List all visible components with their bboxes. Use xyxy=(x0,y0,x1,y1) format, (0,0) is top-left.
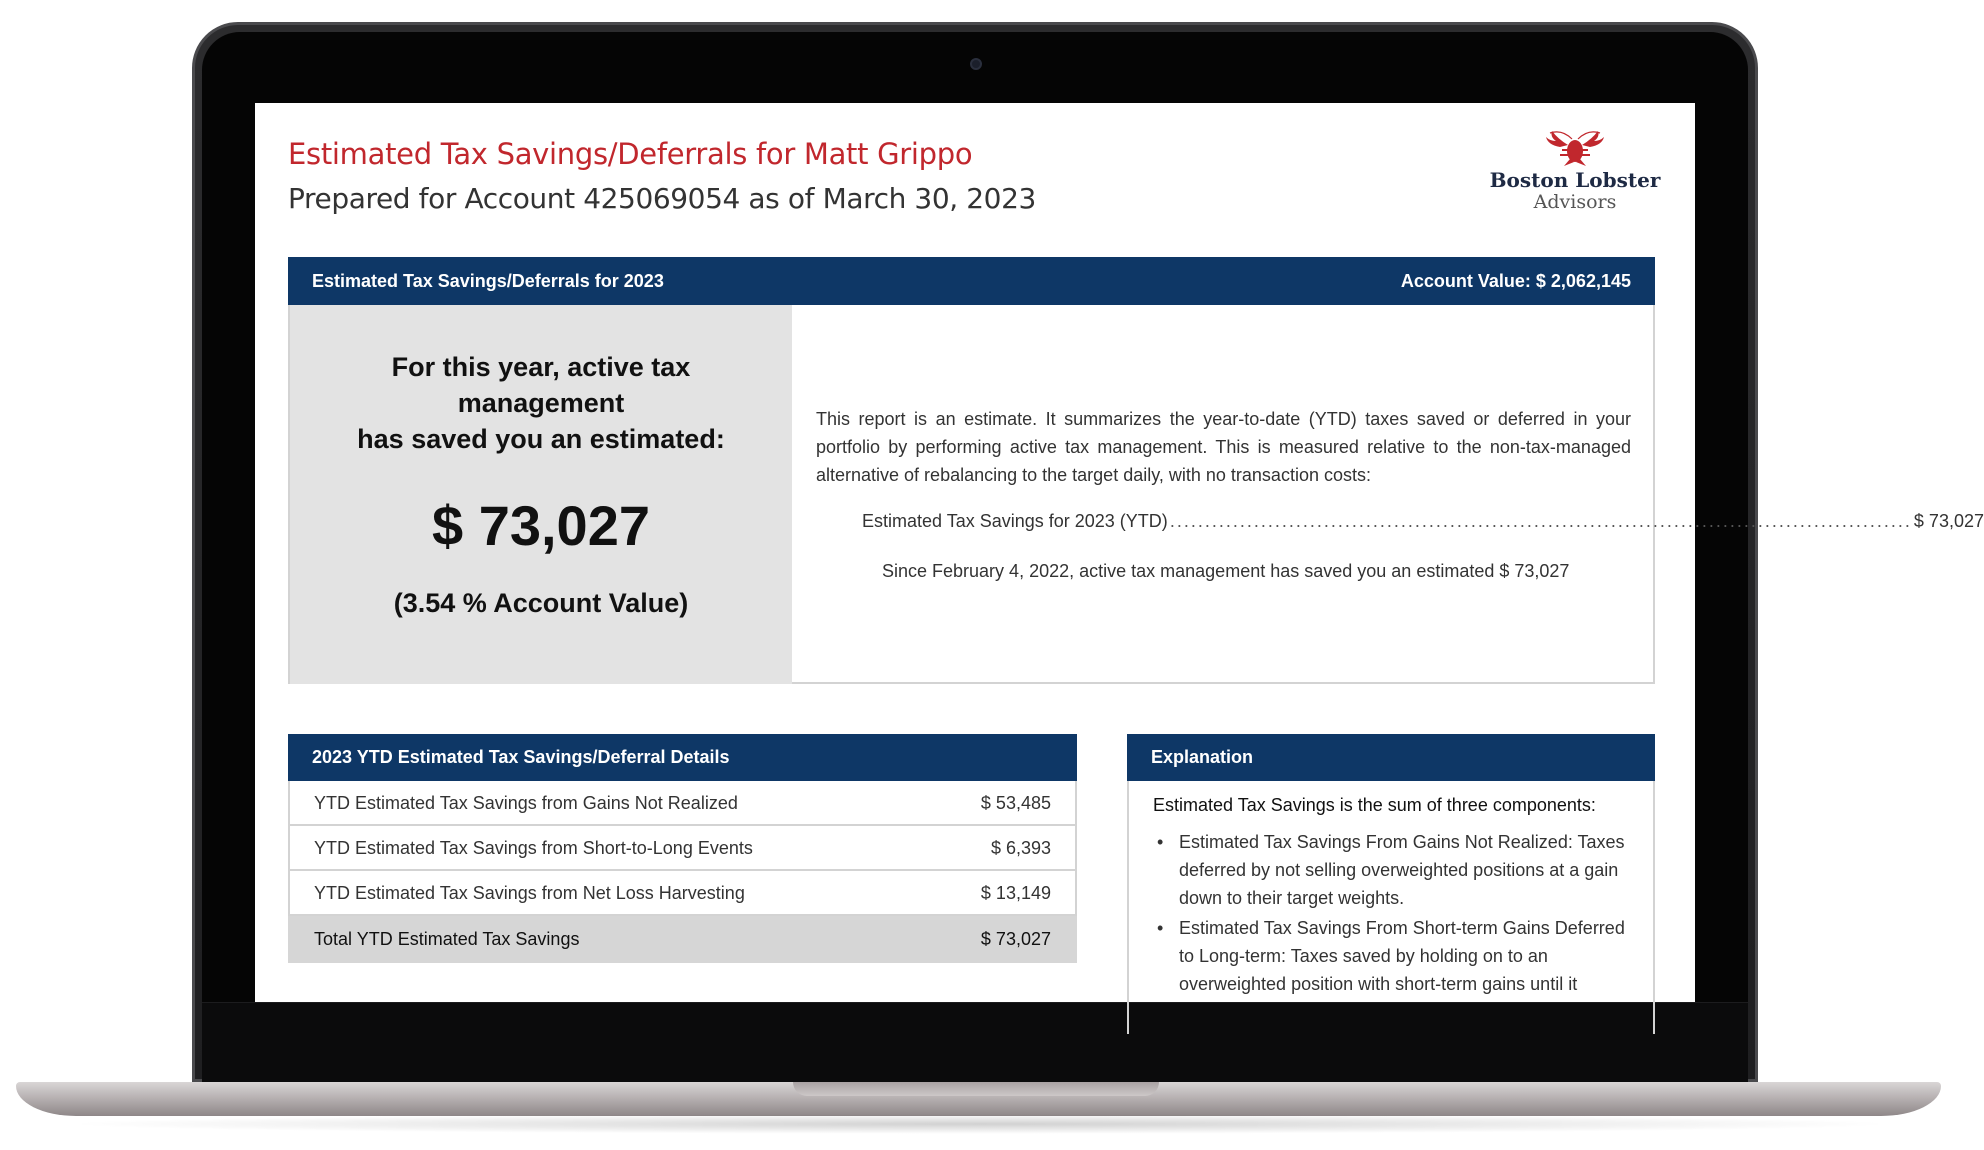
report-screen xyxy=(255,103,1984,1002)
summary-header-title: Estimated Tax Savings/Deferrals for 2023 xyxy=(312,271,664,291)
details-table xyxy=(288,734,1077,963)
ytd-savings-label: Estimated Tax Savings for 2023 (YTD) xyxy=(862,511,1168,531)
company-logo xyxy=(1485,129,1665,213)
savings-headline xyxy=(290,349,792,457)
total-row xyxy=(288,916,1077,963)
row-label: YTD Estimated Tax Savings from Net Loss Harvesting xyxy=(314,883,745,903)
table-row xyxy=(288,871,1077,916)
report-subtitle: Prepared for Account 425069054 as of March 30, 2023 xyxy=(288,182,1036,215)
laptop-notch xyxy=(793,1082,1159,1096)
headline-line2: management xyxy=(457,388,625,418)
explanation-header xyxy=(1127,734,1655,781)
logo-line2: Advisors xyxy=(1533,191,1617,213)
summary-header xyxy=(288,257,1655,305)
row-label: YTD Estimated Tax Savings from Short-to-Long Events xyxy=(314,838,753,858)
headline-line3: has saved you an estimated: xyxy=(357,424,725,454)
list-item: • Estimated Tax Savings From Gains Not Realized: Taxes deferred by not selling overweighted positions at a gain down to their target weights. xyxy=(1153,828,1633,912)
explanation-panel xyxy=(1127,734,1655,1034)
details-header-title: 2023 YTD Estimated Tax Savings/Deferral Details xyxy=(312,747,730,767)
row-label: YTD Estimated Tax Savings from Gains Not Realized xyxy=(314,793,738,813)
explanation-list xyxy=(1153,828,1633,998)
dot-leader: .......................................................................................................... xyxy=(1169,511,1912,531)
total-label: Total YTD Estimated Tax Savings xyxy=(314,929,580,949)
table-row xyxy=(288,781,1077,826)
ytd-savings-line xyxy=(862,511,1984,532)
savings-percent: (3.54 % Account Value) xyxy=(393,588,689,618)
explanation-header-title: Explanation xyxy=(1151,747,1254,767)
laptop-shadow xyxy=(60,1114,1900,1134)
table-row xyxy=(288,826,1077,871)
report-title: Estimated Tax Savings/Deferrals for Matt Grippo xyxy=(288,137,973,171)
lobster-icon xyxy=(1540,129,1610,167)
explanation-lead: Estimated Tax Savings is the sum of three components: xyxy=(1153,795,1596,815)
row-value: $ 53,485 xyxy=(980,793,1051,813)
list-item: • Estimated Tax Savings From Short-term Gains Deferred to Long-term: Taxes saved by holding on to an overweighted position with short-term gains until it xyxy=(1153,914,1633,998)
since-inception-text: Since February 4, 2022, active tax management has saved you an estimated $ 73,027 xyxy=(882,561,1570,581)
account-value: Account Value: $ 2,062,145 xyxy=(1400,271,1631,291)
logo-line1: Boston Lobster xyxy=(1489,168,1661,192)
details-header xyxy=(288,734,1077,781)
row-value: $ 6,393 xyxy=(990,838,1051,858)
headline-line1: For this year, active tax xyxy=(391,352,691,382)
savings-amount: $ 73,027 xyxy=(432,494,650,557)
summary-description: This report is an estimate. It summarizes the year-to-date (YTD) taxes saved or deferred in your portfolio by performing active tax management. This is measured relative to the non-tax-managed alternative of rebalancing to the target daily, with no transaction costs: xyxy=(816,409,1631,485)
ytd-savings-value: $ 73,027 xyxy=(1913,511,1984,531)
savings-highlight xyxy=(290,305,792,684)
webcam-icon xyxy=(970,58,982,70)
total-value: $ 73,027 xyxy=(980,929,1051,949)
row-value: $ 13,149 xyxy=(980,883,1051,903)
summary-panel xyxy=(288,257,1984,684)
